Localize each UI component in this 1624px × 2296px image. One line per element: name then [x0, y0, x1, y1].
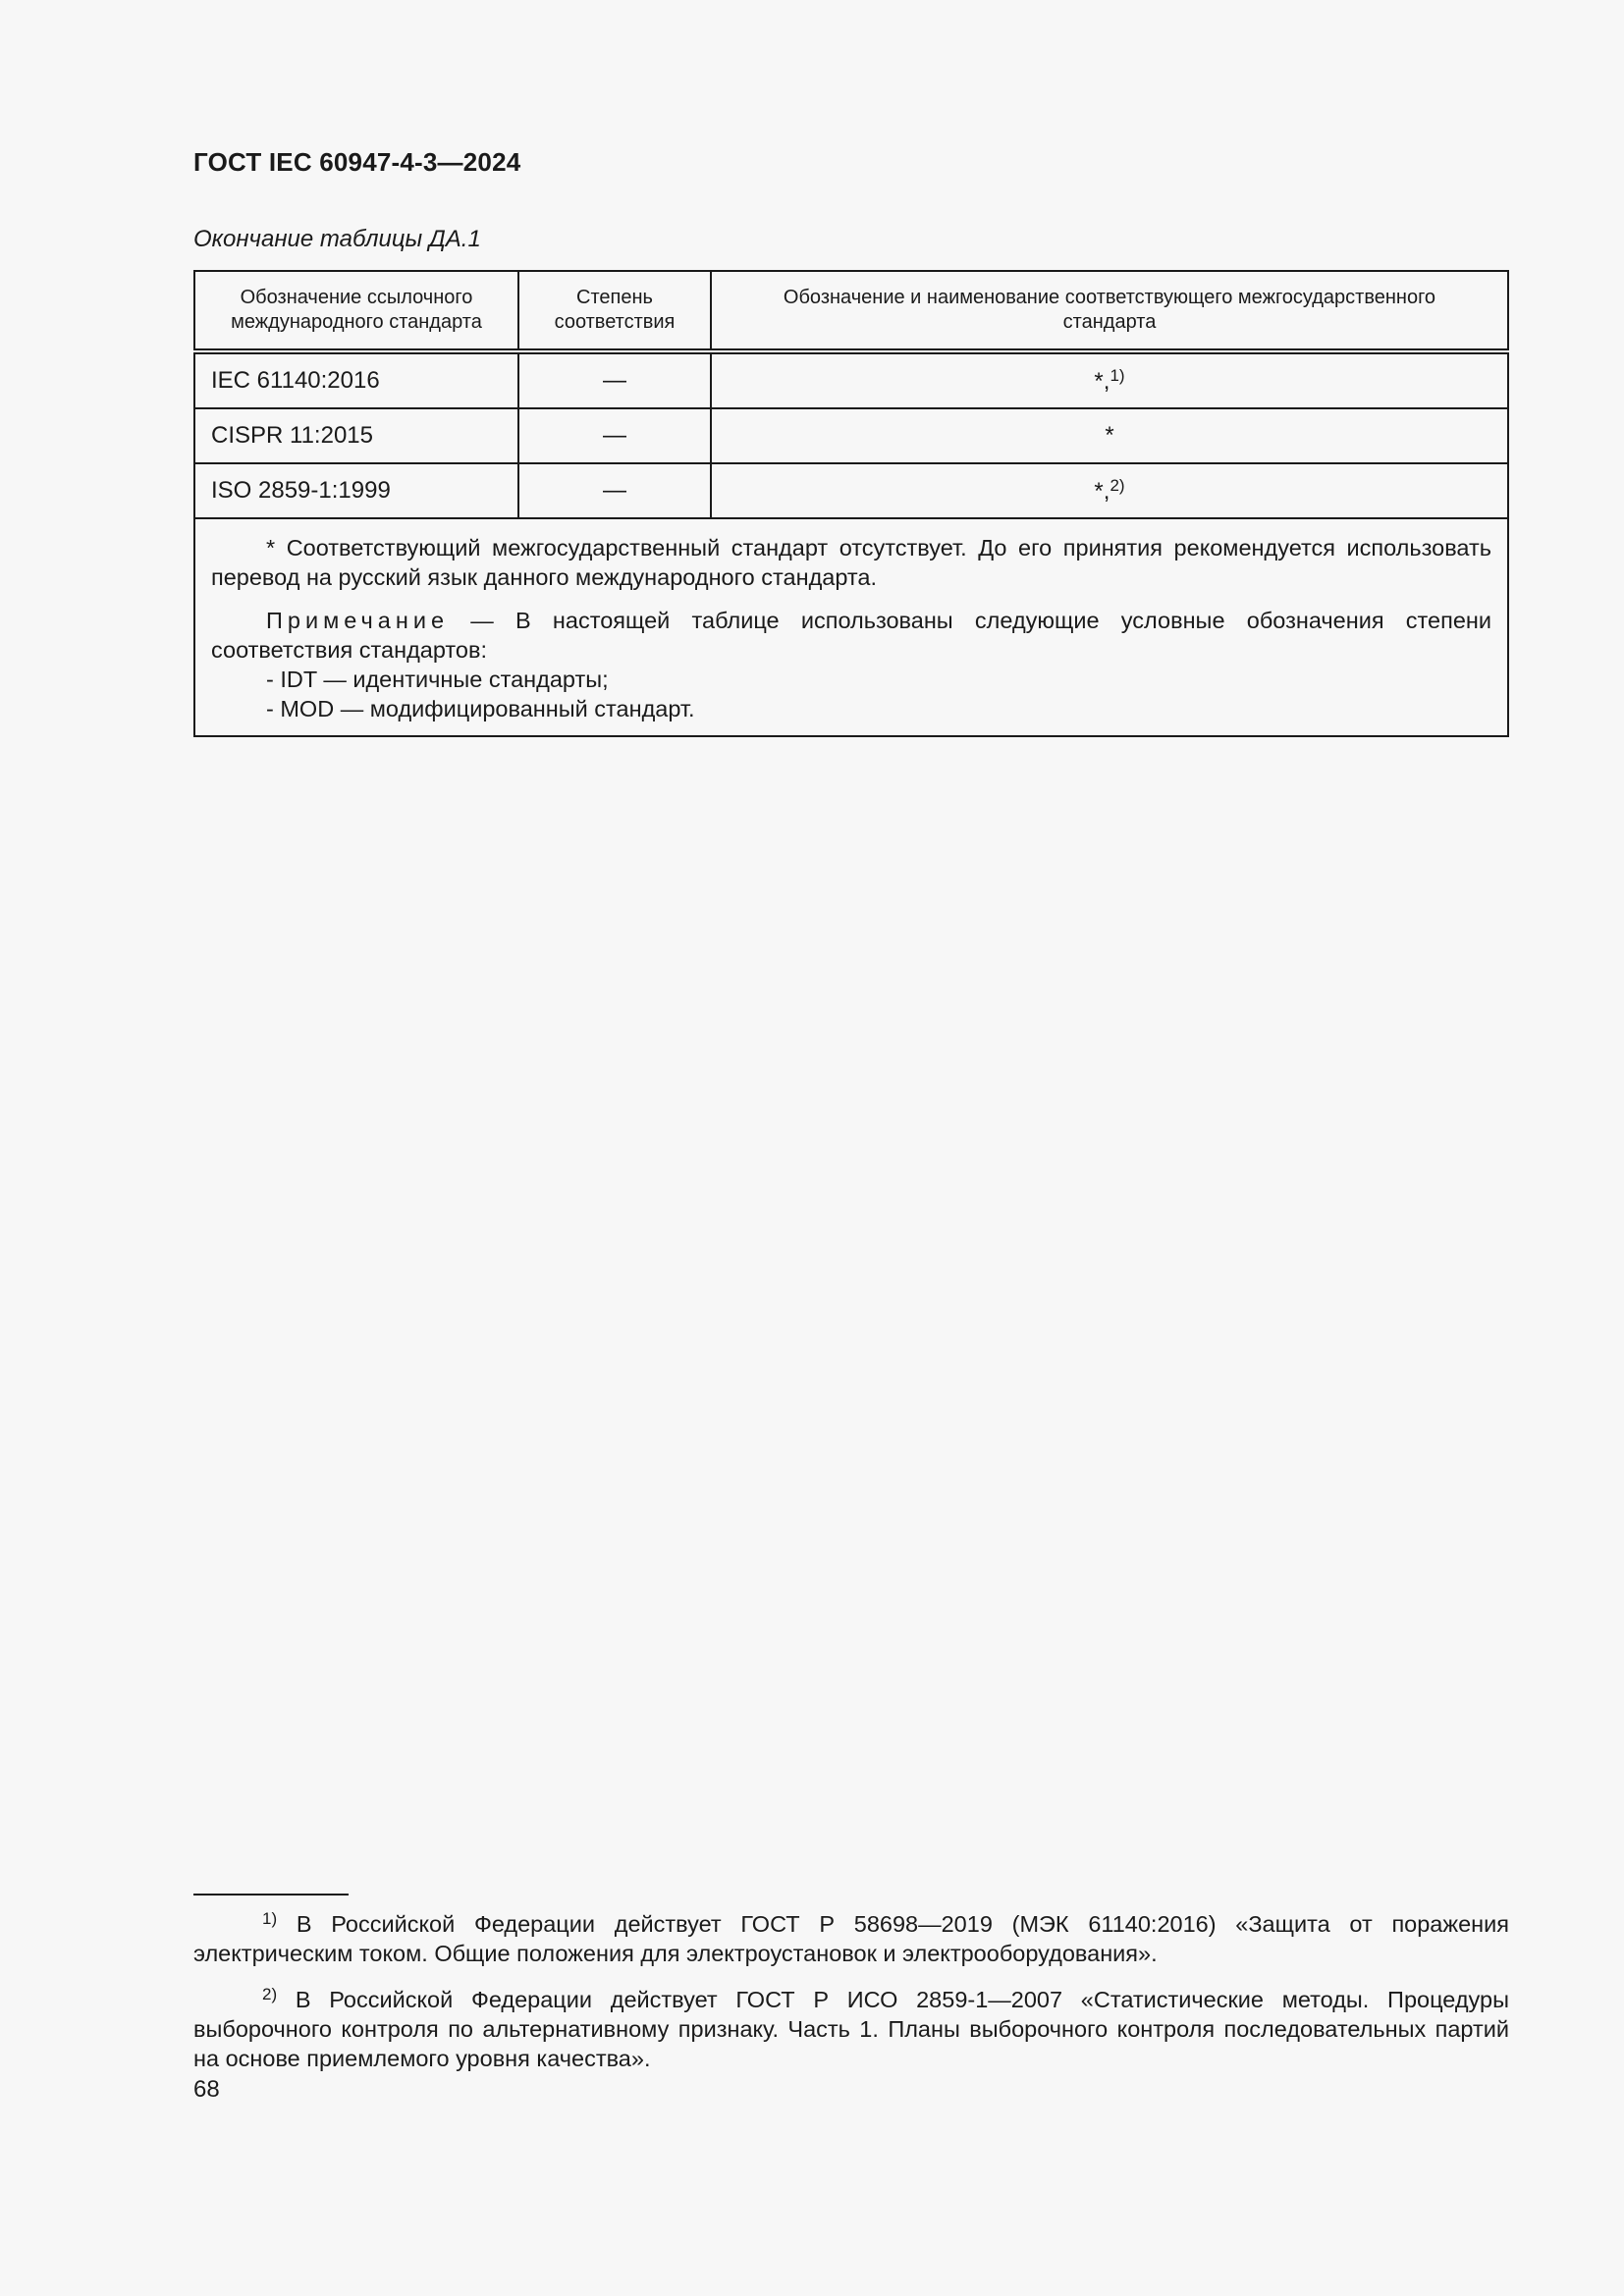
- cell-degree: —: [518, 351, 711, 408]
- note-paragraph: [211, 606, 1491, 665]
- corresponding-value: *,: [1094, 368, 1110, 395]
- corresponding-value: *,: [1094, 478, 1110, 505]
- cell-degree: —: [518, 463, 711, 518]
- asterisk-note: * Соответствующий межгосударственный стандарт отсутствует. До его принятия рекомендуется использовать перевод на русский язык данного международного стандарта.: [211, 535, 1491, 590]
- corresponding-value: *: [1105, 422, 1114, 449]
- note-label: Примечание: [266, 608, 450, 633]
- footnote: [193, 1904, 1509, 1968]
- footnotes: [193, 1904, 1509, 2085]
- column-header-degree: Степень соответствия: [518, 271, 711, 351]
- column-header-corresponding: Обозначение и наименование соответствующего межгосударственного стандарта: [711, 271, 1508, 351]
- note-text: — В настоящей таблице использованы следующие условные обозначения степени соответствия стандартов:: [211, 608, 1491, 663]
- table-row: [194, 408, 1508, 463]
- cell-standard: CISPR 11:2015: [194, 408, 518, 463]
- footnote-mark: 2): [262, 1985, 278, 2003]
- table-notes-row: [194, 518, 1508, 736]
- table-row: [194, 351, 1508, 408]
- footnote-text: В Российской Федерации действует ГОСТ Р ИСО 2859-1—2007 «Статистические методы. Процедуры выборочного контроля по альтернативному признаку. Часть 1. Планы выборочного контроля последовательных партий на основе приемлемого уровня качества».: [193, 1987, 1509, 2071]
- document-header: ГОСТ IEC 60947-4-3—2024: [193, 147, 521, 177]
- footnote-separator: [193, 1894, 349, 1896]
- table-header-row: [194, 271, 1508, 351]
- footnote-mark: 1): [262, 1909, 278, 1928]
- table-notes: [194, 518, 1508, 736]
- table-caption: Окончание таблицы ДА.1: [193, 226, 481, 252]
- footnote-reference[interactable]: 2): [1110, 476, 1125, 495]
- list-item: - MOD — модифицированный стандарт.: [266, 696, 695, 721]
- reference-standards-table: [193, 270, 1509, 737]
- cell-standard: IEC 61140:2016: [194, 351, 518, 408]
- footnote-reference[interactable]: 1): [1110, 366, 1125, 385]
- cell-corresponding: [711, 351, 1508, 408]
- column-header-standard: Обозначение ссылочного международного стандарта: [194, 271, 518, 351]
- footnote: [193, 1980, 1509, 2073]
- cell-degree: —: [518, 408, 711, 463]
- table-row: [194, 463, 1508, 518]
- cell-corresponding: [711, 463, 1508, 518]
- list-item: - IDT — идентичные стандарты;: [266, 667, 609, 692]
- cell-corresponding: [711, 408, 1508, 463]
- footnote-text: В Российской Федерации действует ГОСТ Р 58698—2019 (МЭК 61140:2016) «Защита от поражения электрическим током. Общие положения для электроустановок и электрооборудования».: [193, 1911, 1509, 1966]
- cell-standard: ISO 2859-1:1999: [194, 463, 518, 518]
- page-number: 68: [193, 2076, 220, 2103]
